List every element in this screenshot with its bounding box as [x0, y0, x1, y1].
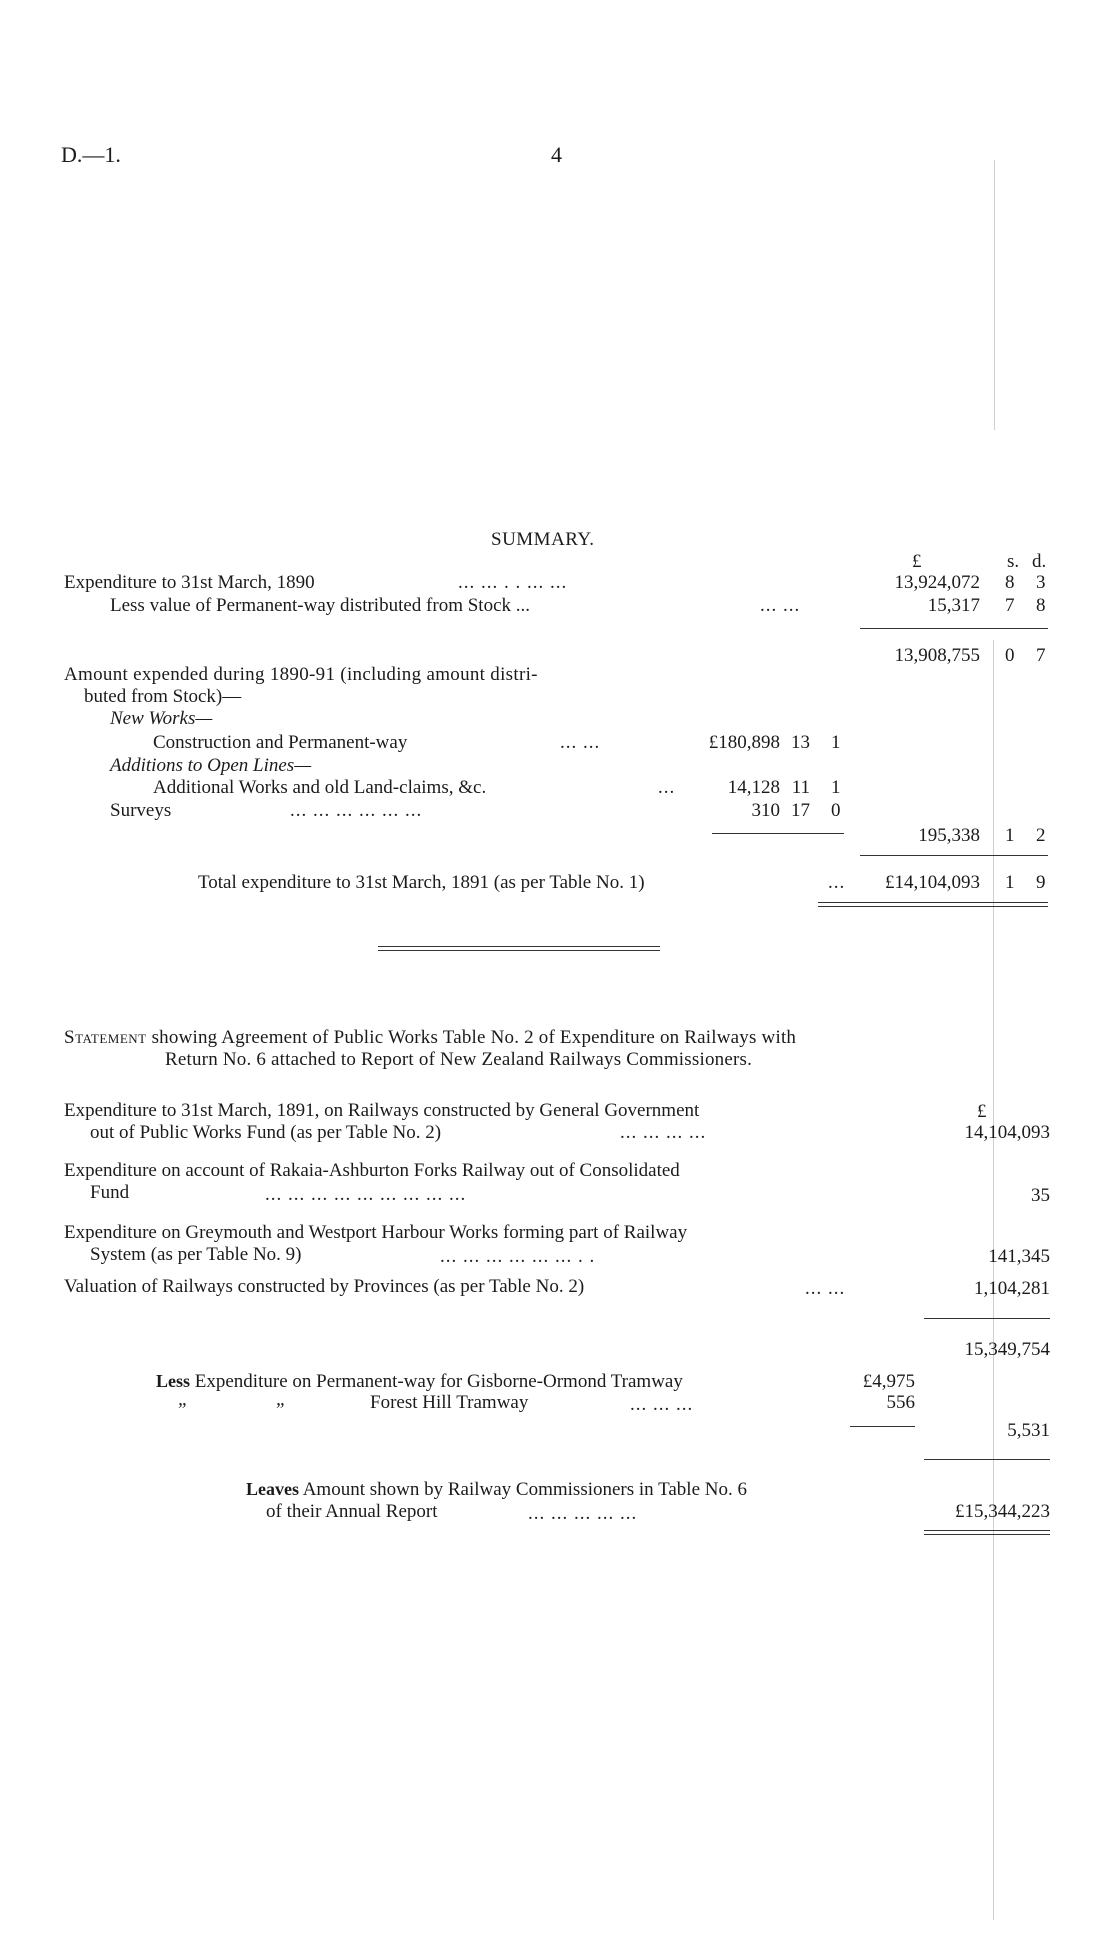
total-pence: 9	[1036, 872, 1046, 893]
surveys-shillings: 17	[791, 800, 810, 821]
col-header-shillings: s.	[1007, 551, 1020, 572]
additional-works-leaders: ...	[658, 777, 676, 798]
total-shillings: 1	[1005, 872, 1015, 893]
less-total: 5,531	[1007, 1420, 1050, 1441]
statement-item-2-amount: 35	[1031, 1185, 1050, 1206]
summary-net-pounds: 13,908,755	[894, 645, 980, 666]
leaves-rest: Amount shown by Railway Commissioners in Table No. 6	[302, 1479, 747, 1500]
statement-item-3-line-1: Expenditure on Greymouth and Westport Harbour Works forming part of Railway	[64, 1222, 688, 1243]
statement-heading-rest: showing Agreement of Public Works Table No. 2 of Expenditure on Railways with	[151, 1027, 797, 1048]
construction-pence: 1	[831, 732, 841, 753]
ditto-mark-2: „	[276, 1389, 287, 1410]
surveys-leaders: ... ... ... ... ... ...	[290, 800, 423, 821]
less-word: Less	[156, 1371, 191, 1391]
leaves-double-rule	[924, 1530, 1050, 1535]
statement-heading-line-2: Return No. 6 attached to Report of New Zealand Railways Commissioners.	[165, 1049, 753, 1070]
summary-net-pence: 7	[1036, 645, 1046, 666]
page-number: 4	[551, 142, 562, 167]
summary-row-1-leaders: ... ... . . ... ...	[458, 572, 568, 593]
summary-subtotal-shillings: 1	[1005, 825, 1015, 846]
statement-item-1-amount: 14,104,093	[964, 1122, 1050, 1143]
summary-row-1-label: Expenditure to 31st March, 1890	[64, 572, 315, 593]
amount-expended-line-1: Amount expended during 1890-91 (including amount distri-	[64, 664, 538, 685]
summary-row-1-pounds: 13,924,072	[894, 572, 980, 593]
col-header-pence: d.	[1032, 551, 1047, 572]
additional-works-label: Additional Works and old Land-claims, &c.	[153, 777, 487, 798]
col-header-pounds: £	[912, 551, 922, 572]
leaves-line-2: of their Annual Report	[266, 1501, 438, 1522]
new-works-heading: New Works—	[110, 708, 213, 729]
summary-subtotal-pounds: 195,338	[918, 825, 980, 846]
less-2-label: Forest Hill Tramway	[370, 1392, 529, 1413]
construction-shillings: 13	[791, 732, 810, 753]
summary-row-2-label: Less value of Permanent-way distributed from Stock ...	[110, 595, 531, 616]
statement-col-pounds: £	[977, 1101, 987, 1122]
statement-item-2-line-1: Expenditure on account of Rakaia-Ashburton Forks Railway out of Consolidated	[64, 1160, 680, 1181]
statement-heading-line-1	[64, 1028, 796, 1047]
statement-item-1-line-1: Expenditure to 31st March, 1891, on Railways constructed by General Government	[64, 1100, 700, 1121]
statement-item-2-line-2: Fund	[90, 1182, 130, 1203]
fold-line	[994, 160, 995, 430]
leaves-amount: £15,344,223	[955, 1501, 1050, 1522]
additions-heading: Additions to Open Lines—	[110, 755, 312, 776]
less-1-amount: £4,975	[862, 1371, 915, 1392]
statement-rule-2	[924, 1459, 1050, 1460]
summary-row-1-shillings: 8	[1005, 572, 1015, 593]
construction-label: Construction and Permanent-way	[153, 732, 408, 753]
leaves-leaders: ... ... ... ... ...	[528, 1503, 638, 1524]
less-2-leaders: ... ... ...	[630, 1394, 694, 1415]
additional-works-pence: 1	[831, 777, 841, 798]
total-pounds: £14,104,093	[885, 872, 980, 893]
section-divider	[378, 946, 660, 951]
total-label: Total expenditure to 31st March, 1891 (as per Table No. 1)	[198, 872, 645, 893]
summary-subtotal-pence: 2	[1036, 825, 1046, 846]
construction-leaders: ... ...	[560, 732, 601, 753]
statement-item-3-amount: 141,345	[988, 1246, 1050, 1267]
leaves-word: Leaves	[246, 1479, 299, 1499]
statement-rule-1	[924, 1318, 1050, 1319]
summary-row-2-pounds: 15,317	[927, 595, 980, 616]
less-rest: Expenditure on Permanent-way for Gisborne-Ormond Tramway	[194, 1371, 683, 1392]
summary-row-2-pence: 8	[1036, 595, 1046, 616]
statement-item-1-leaders: ... ... ... ...	[620, 1122, 707, 1143]
surveys-pence: 0	[831, 800, 841, 821]
statement-item-4-line-1: Valuation of Railways constructed by Provinces (as per Table No. 2)	[64, 1276, 585, 1297]
summary-title: SUMMARY.	[491, 529, 595, 550]
leaves-line-1	[246, 1480, 747, 1499]
statement-item-3-leaders: ... ... ... ... ... ... . .	[440, 1246, 596, 1267]
statement-sum: 15,349,754	[964, 1339, 1050, 1360]
summary-rule-2	[860, 855, 1048, 856]
additional-works-amount: 14,128	[727, 777, 780, 798]
statement-heading-word: Statement	[64, 1027, 147, 1048]
surveys-label: Surveys	[110, 800, 172, 821]
statement-item-2-leaders: ... ... ... ... ... ... ... ... ...	[265, 1184, 467, 1205]
summary-row-2-leaders: ... ...	[760, 595, 801, 616]
summary-net-shillings: 0	[1005, 645, 1015, 666]
amount-expended-line-2: buted from Stock)—	[84, 686, 242, 707]
total-leaders: ...	[828, 872, 846, 893]
summary-subtotal-rule	[712, 833, 844, 834]
summary-row-1-pence: 3	[1036, 572, 1046, 593]
summary-row-2-shillings: 7	[1005, 595, 1015, 616]
total-double-rule	[818, 902, 1048, 907]
additional-works-shillings: 11	[791, 777, 810, 798]
construction-amount: £180,898	[708, 732, 780, 753]
statement-item-4-leaders: ... ...	[805, 1278, 846, 1299]
summary-rule-1	[860, 628, 1048, 629]
statement-item-1-line-2: out of Public Works Fund (as per Table No. 2)	[90, 1122, 442, 1143]
statement-item-4-amount: 1,104,281	[974, 1278, 1050, 1299]
statement-item-3-line-2: System (as per Table No. 9)	[90, 1244, 302, 1265]
document-reference: D.—1.	[61, 142, 121, 167]
less-line-1	[156, 1372, 683, 1391]
less-2-amount: 556	[886, 1392, 915, 1413]
surveys-amount: 310	[751, 800, 780, 821]
ditto-mark-1: „	[178, 1389, 189, 1410]
